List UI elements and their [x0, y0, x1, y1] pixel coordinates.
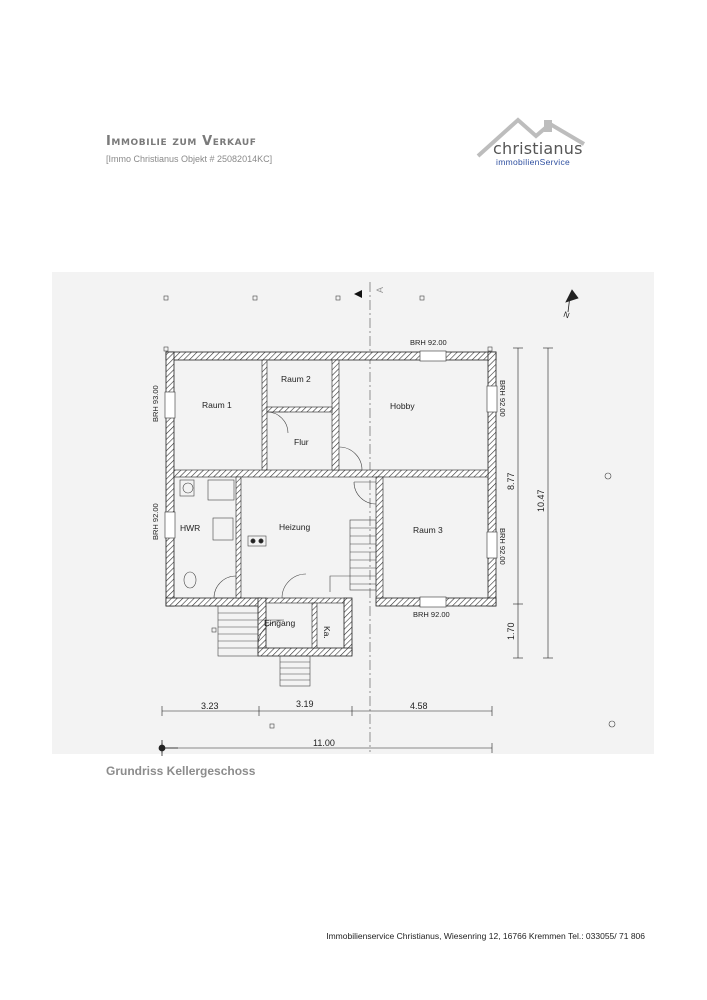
- brh-left-lower: BRH 92.00: [151, 503, 160, 540]
- object-reference: [Immo Christianus Objekt # 25082014KC]: [106, 154, 273, 164]
- dimension-10-47: 10.47: [536, 489, 546, 512]
- fixtures: [180, 480, 266, 588]
- brh-top: BRH 92.00: [410, 338, 447, 347]
- north-arrow-icon: [562, 290, 578, 320]
- grid-markers: [164, 296, 615, 728]
- logo-name: christianus: [493, 139, 583, 158]
- brh-bottom: BRH 92.00: [413, 610, 450, 619]
- section-marker: A: [375, 286, 385, 293]
- exterior-stairs-left: [218, 606, 258, 656]
- room-raum-3: Raum 3: [413, 525, 443, 535]
- room-hobby: Hobby: [390, 401, 415, 411]
- logo-service: immobilienService: [496, 157, 571, 167]
- document-title: Immobilie zum Verkauf: [106, 134, 257, 149]
- section-arrow: [354, 290, 362, 298]
- room-flur: Flur: [294, 437, 309, 447]
- windows: [165, 351, 497, 607]
- north-label: N: [562, 309, 571, 321]
- dimension-1-70: 1.70: [506, 622, 516, 640]
- dimension-3-19: 3.19: [296, 699, 314, 709]
- dimension-8-77: 8.77: [506, 472, 516, 490]
- origin-marker-icon: [159, 740, 178, 756]
- brh-right-lower: BRH 92.00: [498, 528, 507, 565]
- brh-left-upper: BRH 93.00: [151, 385, 160, 422]
- dimension-3-23: 3.23: [201, 701, 219, 711]
- room-ka: Ka.: [322, 626, 332, 639]
- interior-stairs: [330, 520, 376, 592]
- brh-right-upper: BRH 92.00: [498, 380, 507, 417]
- room-raum-2: Raum 2: [281, 374, 311, 384]
- footer-contact: Immobilienservice Christianus, Wiesenring 12, 16766 Kremmen Tel.: 033055/ 71 806: [326, 931, 645, 941]
- room-heizung: Heizung: [279, 522, 311, 532]
- room-hwr: HWR: [180, 523, 201, 533]
- plan-caption: Grundriss Kellergeschoss: [106, 764, 256, 778]
- room-raum-1: Raum 1: [202, 400, 232, 410]
- dimension-4-58: 4.58: [410, 701, 428, 711]
- dimension-total-width: 11.00: [313, 738, 335, 748]
- vertical-dimensions: [513, 348, 553, 658]
- entrance-steps: [280, 656, 310, 686]
- room-eingang: Eingang: [264, 618, 296, 628]
